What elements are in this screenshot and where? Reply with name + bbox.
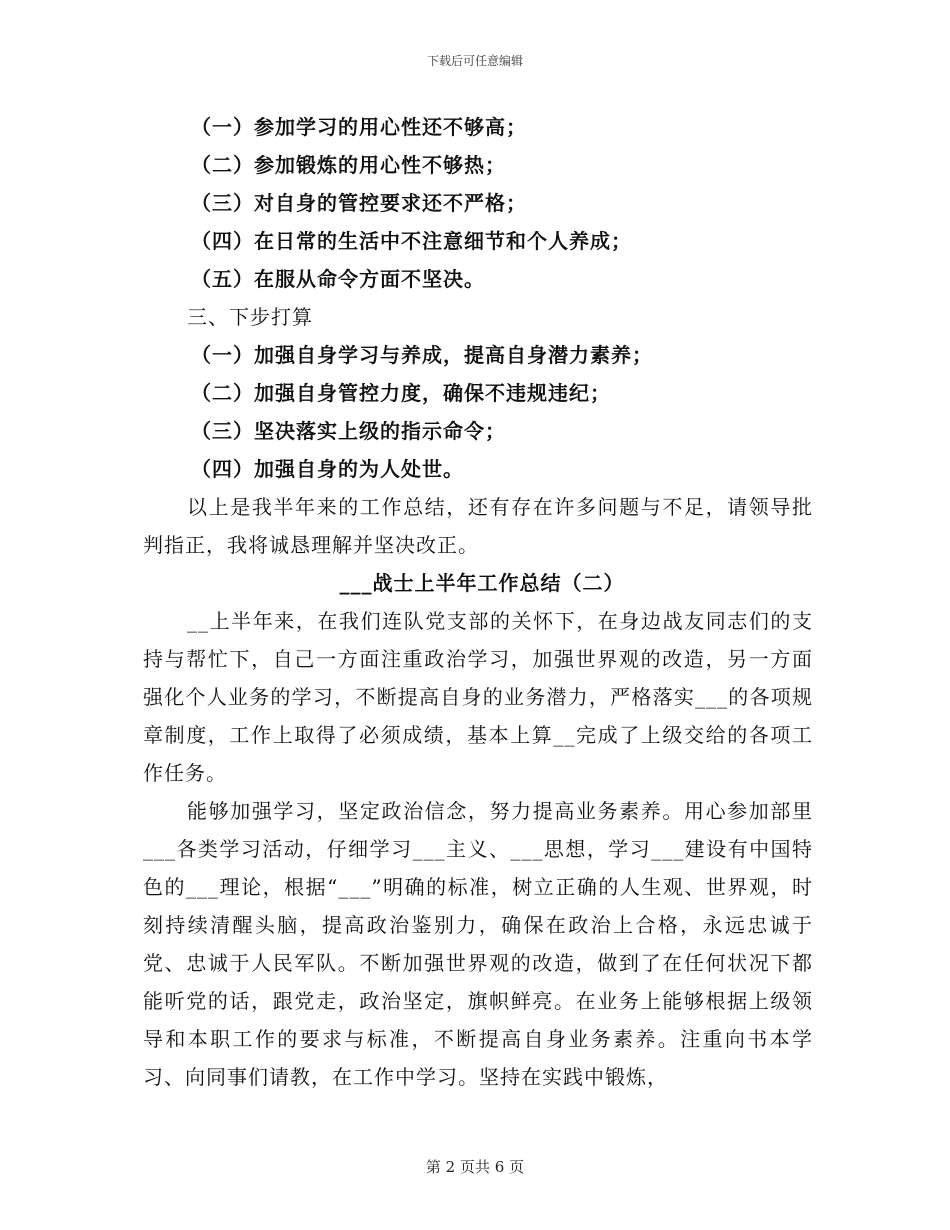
document-body (143, 108, 813, 1096)
page-footer: 第 2 页共 6 页 (425, 1158, 525, 1176)
body-paragraph-1: __上半年来，在我们连队党支部的关怀下，在身边战友同志们的支持与帮忙下，自己一方面注重政治学习，加强世界观的改造，另一方面强化个人业务的学习，不断提高自身的业务潜力，严格落实___的各项规章制度，工作上取得了必须成绩，基本上算__完成了上级交给的各项工作任务。 (143, 609, 813, 785)
plan-item-2: （二）加强自身管控力度，确保不违规违纪； (191, 381, 611, 405)
document-title: ___战士上半年工作总结（二） (339, 571, 625, 595)
section-heading: 三、下步打算 (187, 305, 313, 329)
plan-item-3: （三）坚决落实上级的指示命令； (191, 419, 506, 443)
problem-item-2: （二）参加锻炼的用心性不够热； (191, 153, 506, 177)
page-header: 下载后可任意编辑 (426, 54, 523, 68)
problem-item-1: （一）参加学习的用心性还不够高； (191, 115, 527, 139)
problem-item-5: （五）在服从命令方面不坚决。 (191, 267, 485, 291)
body-paragraph-2: 能够加强学习，坚定政治信念，努力提高业务素养。用心参加部里___各类学习活动，仔细学习___主义、___思想，学习___建设有中国特色的___理论，根据“___”明确的标准，树立正确的人生观、世界观，时刻持续清醒头脑，提高政治鉴别力，确保在政治上合格，永远忠诚于党、忠诚于人民军队。不断加强世界观的改造，做到了在任何状况下都能听党的话，跟党走，政治坚定，旗帜鲜亮。在业务上能够根据上级领导和本职工作的要求与标准，不断提高自身业务素养。注重向书本学习、向同事们请教，在工作中学习。坚持在实践中锻炼， (143, 799, 813, 1089)
problem-item-3: （三）对自身的管控要求还不严格； (191, 191, 527, 215)
closing-paragraph: 以上是我半年来的工作总结，还有存在许多问题与不足，请领导批判指正，我将诚恳理解并坚决改正。 (143, 495, 813, 557)
problem-item-4: （四）在日常的生活中不注意细节和个人养成； (191, 229, 632, 253)
plan-item-1: （一）加强自身学习与养成，提高自身潜力素养； (191, 343, 653, 367)
plan-item-4: （四）加强自身的为人处世。 (191, 457, 464, 481)
